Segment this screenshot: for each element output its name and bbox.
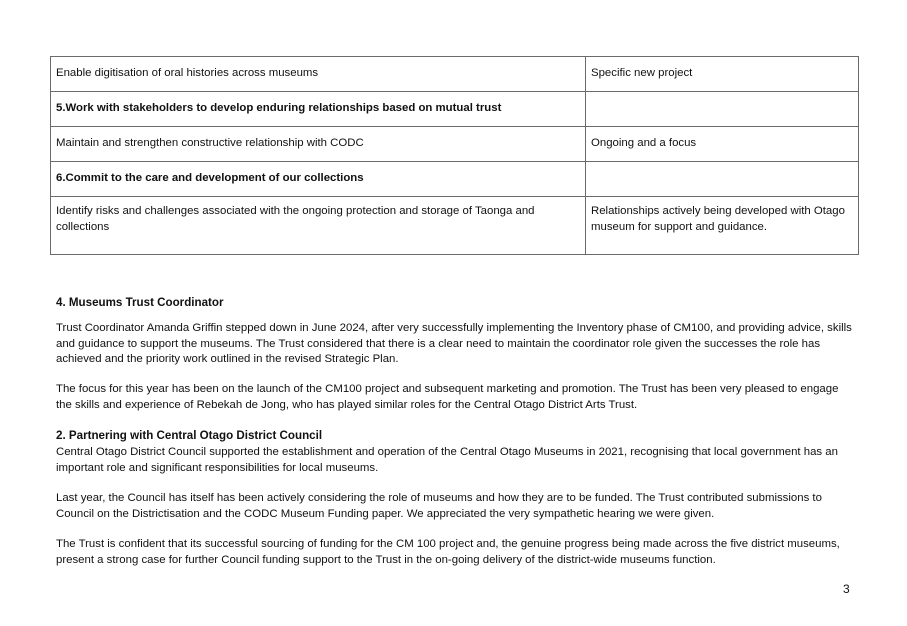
table-row <box>51 197 859 255</box>
table-row <box>51 127 859 162</box>
table-cell-goal: 5.Work with stakeholders to develop enduring relationships based on mutual trust <box>51 92 586 127</box>
table-cell-status: Ongoing and a focus <box>586 127 859 162</box>
table-cell-status <box>586 162 859 197</box>
paragraph: The Trust is confident that its successful sourcing of funding for the CM 100 project and, the genuine progress being made across the five district museums, present a strong case for further Council funding support to the Trust in the on-going delivery of the district-wide museums function. <box>56 538 840 566</box>
paragraph: Last year, the Council has itself has been actively considering the role of museums and how they are to be funded. The Trust contributed submissions to Council on the Districtisation and the CODC Museum Funding paper. We appreciated the very sympathetic hearing we were given. <box>56 492 822 520</box>
page-number: 3 <box>843 582 850 596</box>
table-cell-status: Relationships actively being developed with Otago museum for support and guidance. <box>586 197 859 255</box>
section-coordinator-heading <box>56 295 856 311</box>
paragraph: The focus for this year has been on the launch of the CM100 project and subsequent marketing and promotion. The Trust has been very pleased to engage the skills and experience of Rebekah de Jong, who has played similar roles for the Central Otago District Arts Trust. <box>56 383 839 411</box>
table-row-goal <box>51 92 859 127</box>
paragraph: Trust Coordinator Amanda Griffin stepped down in June 2024, after very successfully implementing the Inventory phase of CM100, and providing advice, skills and guidance to support the museums. The Trust considered that there is a clear need to maintain the coordinator role given the successes the role has achieved and the priority work outlined in the revised Strategic Plan. <box>56 322 852 365</box>
section-partnering-heading <box>56 428 856 444</box>
section-partnering-para3-wrap <box>56 537 856 568</box>
table-cell-status: Specific new project <box>586 57 859 92</box>
strategy-table <box>50 56 859 255</box>
section-coordinator-para2-wrap <box>56 382 856 413</box>
section-coordinator-para1-wrap <box>56 321 856 368</box>
table-cell-goal: 6.Commit to the care and development of our collections <box>51 162 586 197</box>
table-cell-action: Maintain and strengthen constructive relationship with CODC <box>51 127 586 162</box>
table-row-goal <box>51 162 859 197</box>
table-row <box>51 57 859 92</box>
section-partnering-para1-wrap <box>56 445 856 476</box>
table-cell-status <box>586 92 859 127</box>
table-cell-action: Enable digitisation of oral histories across museums <box>51 57 586 92</box>
section-partnering-para2-wrap <box>56 491 856 522</box>
table-cell-action: Identify risks and challenges associated with the ongoing protection and storage of Taonga and collections <box>51 197 586 255</box>
section-heading: 2. Partnering with Central Otago District Council <box>56 429 323 442</box>
section-heading: 4. Museums Trust Coordinator <box>56 296 224 309</box>
paragraph: Central Otago District Council supported the establishment and operation of the Central Otago Museums in 2021, recognising that local government has an important role and significant responsibilities for local museums. <box>56 446 838 474</box>
